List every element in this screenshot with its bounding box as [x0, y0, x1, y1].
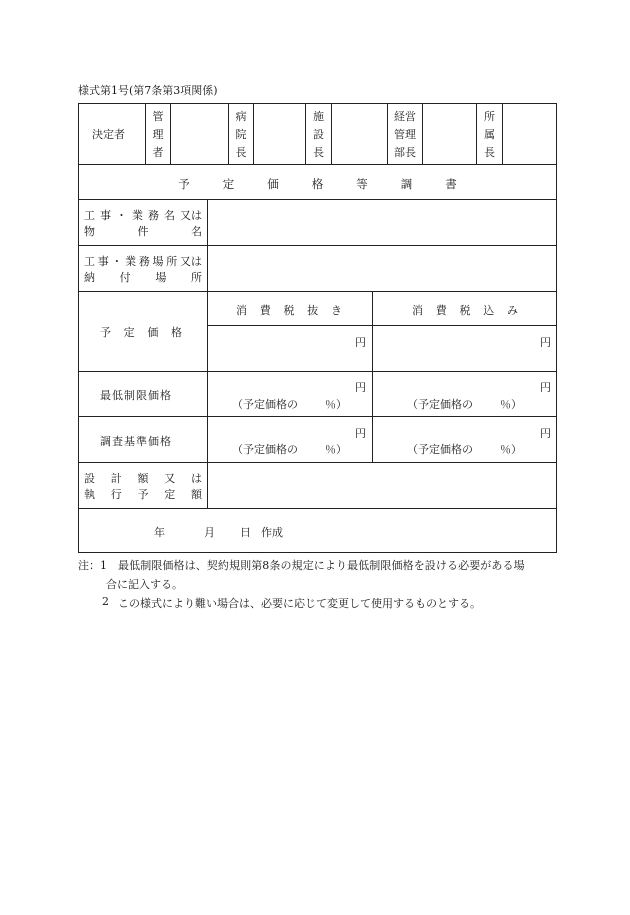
- note-1-line1: 最低制限価格は、契約規則第8条の規定により最低制限価格を設ける必要がある場: [118, 559, 525, 572]
- row-divider: [78, 416, 557, 417]
- row-divider: [78, 245, 557, 246]
- note-2: この様式により難い場合は、必要に応じて変更して使用するものとする。: [118, 597, 481, 610]
- row-divider: [78, 371, 557, 372]
- note-1-line2: 合に記入する。: [106, 578, 183, 591]
- work-place-line2: 納 付 場 所: [84, 271, 202, 284]
- ratio-open: （予定価格の: [407, 398, 473, 411]
- ratio-close: ％）: [500, 398, 522, 411]
- row-divider: [78, 508, 557, 509]
- design-amount-line1: 設 計 額 又 は: [84, 472, 202, 485]
- facility-director-label: 施 設 長: [313, 110, 324, 159]
- date-made: 作成: [261, 526, 283, 539]
- date-day: 日: [240, 526, 251, 539]
- form-title: 様式第1号(第7条第3項関係): [78, 84, 218, 97]
- work-place-line1: 工 事 ・ 業 務 場 所 又は: [84, 255, 202, 268]
- yen-unit: 円: [540, 381, 551, 394]
- approval-divider: [170, 103, 171, 165]
- yen-unit: 円: [355, 336, 366, 349]
- hospital-director-label: 病 院 長: [235, 110, 247, 159]
- doc-title: 予 定 価 格 等 調 書: [178, 177, 457, 191]
- yen-unit: 円: [355, 381, 366, 394]
- ratio-open: （予定価格の: [232, 443, 298, 456]
- date-year: 年: [154, 526, 165, 539]
- work-name-line1: 工 事 ・ 業 務 名 又は: [84, 209, 202, 222]
- tax-included-header: 消 費 税 込 み: [412, 304, 518, 317]
- yen-unit: 円: [540, 427, 551, 440]
- work-name-line2: 物 件 名: [84, 225, 202, 238]
- approval-divider: [331, 103, 332, 165]
- note-2-number: 2: [102, 595, 109, 608]
- row-divider: [78, 291, 557, 292]
- ratio-close: ％）: [325, 443, 347, 456]
- row-divider: [207, 325, 557, 326]
- design-amount-line2: 執 行 予 定 額: [84, 488, 202, 501]
- manager-label: 管 理 者: [152, 110, 164, 159]
- tax-excluded-header: 消 費 税 抜 き: [236, 304, 342, 317]
- tax-column-divider: [372, 291, 373, 462]
- row-divider: [78, 462, 557, 463]
- approval-divider: [253, 103, 254, 165]
- note-prefix: 注：1: [78, 559, 107, 572]
- admin-director-label: 経営 管理 部長: [394, 110, 416, 159]
- ratio-open: （予定価格の: [407, 443, 473, 456]
- decider-label: 決定者: [92, 128, 125, 141]
- survey-base-label: 調査基準価格: [100, 435, 172, 448]
- yen-unit: 円: [355, 427, 366, 440]
- ratio-close: ％）: [500, 443, 522, 456]
- label-column-divider: [207, 199, 208, 508]
- date-month: 月: [204, 526, 215, 539]
- approval-divider: [502, 103, 503, 165]
- row-divider: [78, 199, 557, 200]
- dept-head-label: 所 属 長: [484, 110, 495, 159]
- yen-unit: 円: [540, 336, 551, 349]
- ratio-close: ％）: [325, 398, 347, 411]
- min-limit-label: 最低制限価格: [100, 389, 172, 402]
- ratio-open: （予定価格の: [232, 398, 298, 411]
- approval-divider: [422, 103, 423, 165]
- planned-price-label: 予 定 価 格: [100, 326, 182, 339]
